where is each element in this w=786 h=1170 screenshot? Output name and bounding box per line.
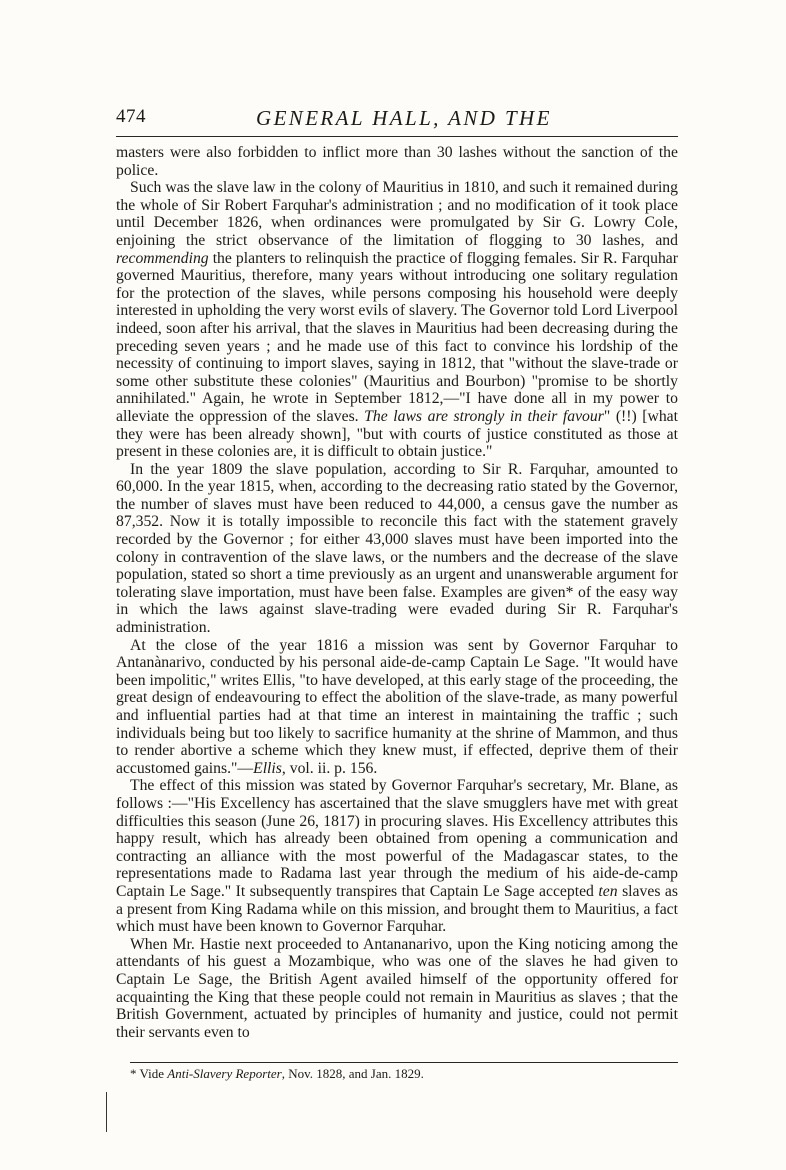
paragraph-1: masters were also forbidden to inflict more than 30 lashes without the sanction of the police. xyxy=(116,144,678,179)
footnote-rule xyxy=(130,1062,678,1063)
paragraph-4: At the close of the year 1816 a mission was sent by Governor Farquhar to Antanànarivo, conducted by his personal aide-de-camp Captain Le Sage. "It would have been impolitic," writes Ellis, "to have developed, at this early stage of the proceeding, the great design of endeavouring to effect the abolition of the slave-trade, as many powerful and influential parties had at that time an interest in maintaining the traffic ; such individuals being but too likely to sacrifice humanity at the shrine of Mammon, and thus to render abortive a scheme which they knew must, if effected, deprive them of their accustomed gains."—Ellis, vol. ii. p. 156. xyxy=(116,636,678,777)
page-header xyxy=(116,106,678,132)
paragraph-6: When Mr. Hastie next proceeded to Antananarivo, upon the King noticing among the attendants of his guest a Mozambique, who was one of the slaves he had given to Captain Le Sage, the British Agent availed himself of the opportunity offered for acquainting the King that these people could not remain in Mauritius as slaves ; that the British Government, actuated by principles of humanity and justice, could not permit their servants even to xyxy=(116,935,678,1041)
header-rule xyxy=(116,136,678,137)
margin-marker xyxy=(106,1092,107,1132)
running-head: GENERAL HALL, AND THE xyxy=(256,106,552,130)
paragraph-5: The effect of this mission was stated by Governor Farquhar's secretary, Mr. Blane, as follows :—"His Excellency has ascertained that the slave smugglers have met with great difficulties this season (June 26, 1817) in procuring slaves. His Excellency attributes this happy result, which has already been obtained from opening a communication and contracting an alliance with the most powerful of the Madagascar states, to the representations made to Radama last year through the medium of his aide-de-camp Captain Le Sage." It subsequently transpires that Captain Le Sage accepted ten slaves as a present from King Radama while on this mission, and brought them to Mauritius, a fact which must have been known to Governor Farquhar. xyxy=(116,777,678,936)
page-number: 474 xyxy=(116,106,146,127)
paragraph-3: In the year 1809 the slave population, according to Sir R. Farquhar, amounted to 60,000. In the year 1815, when, according to the decreasing ratio stated by the Governor, the number of slaves must have been reduced to 44,000, a census gave the number as 87,352. Now it is totally impossible to reconcile this fact with the statement gravely recorded by the Governor ; for either 43,000 slaves must have been imported into the colony in contravention of the slave laws, or the numbers and the decrease of the slave population, stated so short a time previously as an urgent and unanswerable argument for tolerating slave importation, must have been false. Examples are given* of the easy way in which the laws against slave-trading were evaded during Sir R. Farquhar's administration. xyxy=(116,460,678,637)
footnote: * Vide Anti-Slavery Reporter, Nov. 1828, and Jan. 1829. xyxy=(130,1066,424,1081)
paragraph-2: Such was the slave law in the colony of Mauritius in 1810, and such it remained during the whole of Sir Robert Farquhar's administration ; and no modification of it took place until December 1826, when ordinances were promulgated by Sir G. Lowry Cole, enjoining the strict observance of the limitation of flogging to 30 lashes, and recommending the planters to relinquish the practice of flogging females. Sir R. Farquhar governed Mauritius, therefore, many years without introducing one solitary regulation for the protection of the slaves, while persons composing his household were deeply interested in upholding the very worst evils of slavery. The Governor told Lord Liverpool indeed, soon after his arrival, that the slaves in Mauritius had been decreasing during the preceding seven years ; and he made use of this fact to convince his lordship of the necessity of continuing to import slaves, saying in 1812, that "without the slave-trade or some other substitute these colonies" (Mauritius and Bourbon) "promise to be shortly annihilated." Again, he wrote in September 1812,—"I have done all in my power to alleviate the oppression of the slaves. The laws are strongly in their favour" (!!) [what they were has been already shown], "but with courts of justice constituted as those at present in these colonies are, it is difficult to obtain justice." xyxy=(116,179,678,461)
body-text xyxy=(116,144,678,1041)
